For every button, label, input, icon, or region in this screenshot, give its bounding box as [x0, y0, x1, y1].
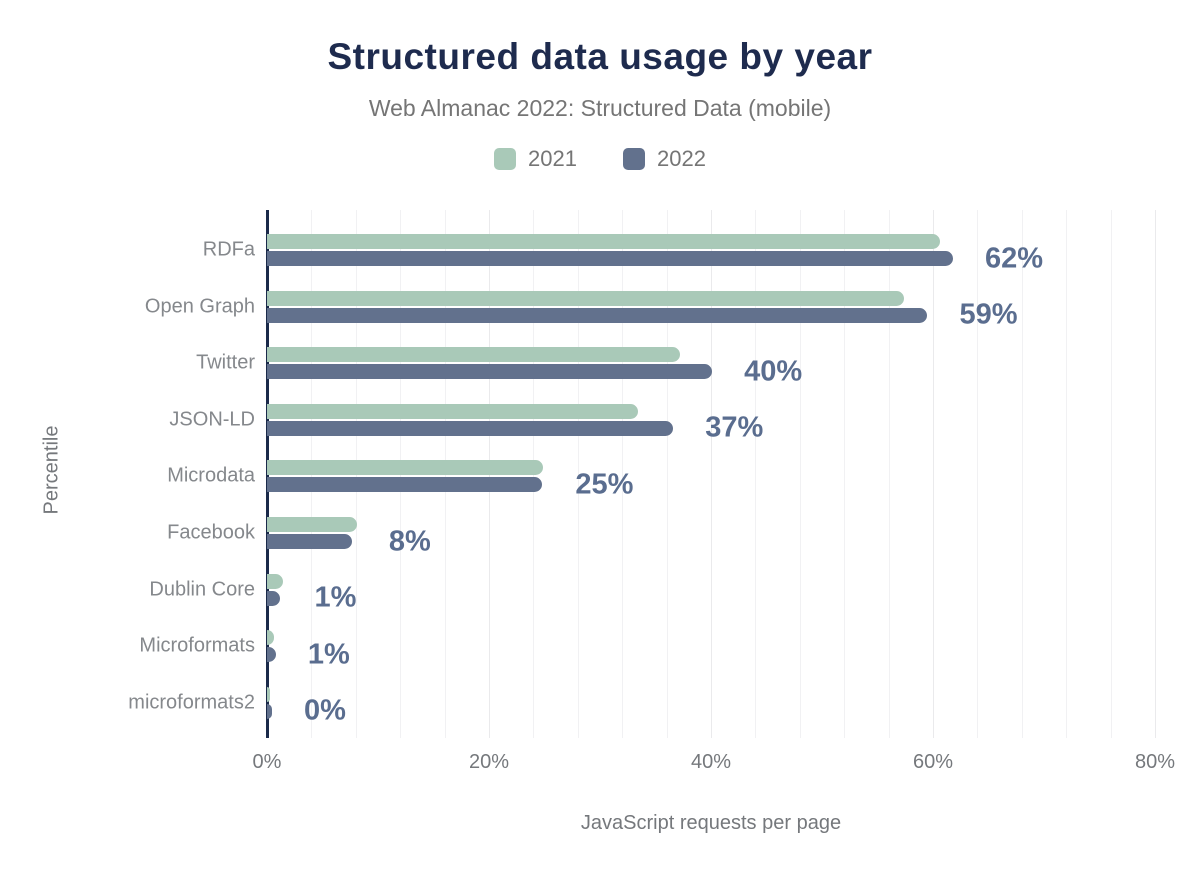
bar-2021-twitter	[267, 347, 680, 362]
gridline	[977, 210, 978, 738]
bar-2021-rdfa	[267, 234, 940, 249]
gridline	[1111, 210, 1112, 738]
category-label: Twitter	[196, 351, 255, 374]
gridline	[844, 210, 845, 738]
data-label: 59%	[959, 298, 1018, 331]
bar-2022-open-graph	[267, 308, 927, 323]
bar-2022-json-ld	[267, 421, 673, 436]
x-tick-label: 20%	[468, 751, 510, 773]
data-label: 0%	[303, 694, 346, 727]
bar-2021-microformats	[267, 630, 274, 645]
chart-title: Structured data usage by year	[327, 36, 873, 77]
gridline	[1066, 210, 1067, 738]
bar-2021-json-ld	[267, 404, 638, 419]
legend	[0, 146, 1200, 172]
legend-item-2022	[623, 146, 706, 172]
category-label: Facebook	[167, 521, 255, 544]
gridline	[1155, 210, 1156, 738]
bar-2021-microdata	[267, 460, 543, 475]
category-label: RDFa	[202, 238, 255, 261]
gridline	[755, 210, 756, 738]
bar-2022-dublin-core	[267, 591, 280, 606]
bar-2021-microformats2	[267, 687, 270, 702]
category-label: Dublin Core	[149, 578, 255, 601]
x-tick-label: 80%	[1134, 751, 1176, 773]
legend-swatch-icon	[623, 148, 645, 170]
bar-2022-rdfa	[267, 251, 953, 266]
bar-2021-dublin-core	[267, 574, 283, 589]
bar-2022-microformats2	[267, 704, 272, 719]
bar-2022-facebook	[267, 534, 352, 549]
gridline	[711, 210, 712, 738]
bar-2022-microdata	[267, 477, 542, 492]
legend-item-2021	[494, 146, 577, 172]
category-label: Open Graph	[144, 295, 255, 318]
gridline	[800, 210, 801, 738]
bar-2022-twitter	[267, 364, 712, 379]
legend-label: 2021	[528, 146, 577, 171]
bar-2021-facebook	[267, 517, 357, 532]
category-label: Microdata	[167, 464, 255, 487]
data-label: 1%	[314, 581, 357, 614]
gridline	[667, 210, 668, 738]
category-label: JSON-LD	[169, 408, 255, 431]
plot-area	[267, 210, 1155, 738]
x-tick-label: 60%	[912, 751, 954, 773]
bar-2022-microformats	[267, 647, 276, 662]
category-label: microformats2	[128, 691, 255, 714]
gridline	[1022, 210, 1023, 738]
gridline	[933, 210, 934, 738]
chart-subtitle: Web Almanac 2022: Structured Data (mobile)	[368, 95, 832, 121]
data-label: 62%	[984, 242, 1044, 274]
y-axis-title: Percentile	[40, 425, 63, 515]
x-axis-title: JavaScript requests per page	[580, 812, 842, 834]
data-label: 8%	[388, 525, 431, 557]
bar-2021-open-graph	[267, 291, 904, 306]
data-label: 25%	[575, 468, 634, 501]
x-tick-label: 0%	[252, 751, 282, 773]
legend-label: 2022	[657, 146, 706, 171]
category-label: Microformats	[139, 634, 255, 657]
data-label: 37%	[705, 411, 764, 444]
data-label: 1%	[307, 638, 350, 671]
x-tick-label: 40%	[690, 751, 732, 773]
gridline	[889, 210, 890, 738]
data-label: 40%	[744, 355, 803, 388]
legend-swatch-icon	[494, 148, 516, 170]
